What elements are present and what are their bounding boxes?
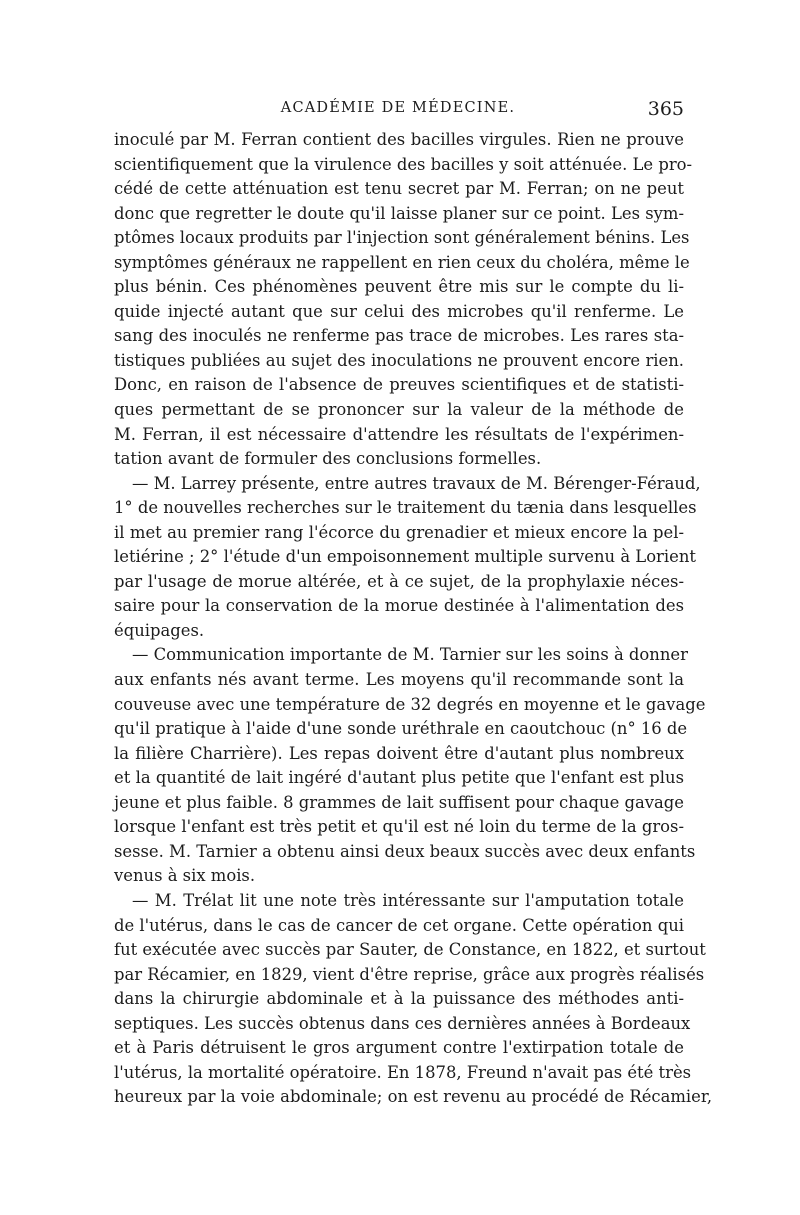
text-line: tation avant de formuler des conclusions formelles.	[114, 449, 542, 469]
text-line: il met au premier rang l'écorce du grenadier et mieux encore la pel-	[114, 522, 684, 542]
running-title: ACADÉMIE DE MÉDECINE.	[280, 100, 516, 116]
text-line: ptômes locaux produits par l'injection sont généralement bénins. Les	[114, 228, 690, 248]
text-line: M. Ferran, il est nécessaire d'attendre les résultats de l'expérimen-	[114, 424, 684, 444]
text-line: donc que regretter le doute qu'il laisse planer sur ce point. Les sym-	[114, 203, 684, 223]
text-line: cédé de cette atténuation est tenu secret par M. Ferran; on ne peut	[114, 179, 684, 199]
text-line: sang des inoculés ne renferme pas trace de microbes. Les rares sta-	[114, 326, 684, 346]
text-line: et la quantité de lait ingéré d'autant plus petite que l'enfant est plus	[114, 768, 684, 788]
text-line: symptômes généraux ne rappellent en rien ceux du choléra, même le	[114, 252, 690, 272]
text-line: la filière Charrière). Les repas doivent être d'autant plus nombreux	[114, 743, 684, 763]
text-line: lorsque l'enfant est très petit et qu'il est né loin du terme de la gros-	[114, 817, 684, 837]
text-line: inoculé par M. Ferran contient des bacilles virgules. Rien ne prouve	[114, 130, 684, 149]
text-line: de l'utérus, dans le cas de cancer de cet organe. Cette opération qui	[114, 915, 684, 935]
paragraph-start-line: — M. Larrey présente, entre autres travaux de M. Bérenger-Féraud,	[132, 473, 701, 493]
paragraph-start-line: — M. Trélat lit une note très intéressante sur l'amputation totale	[132, 890, 684, 910]
paragraph-start-line: — Communication importante de M. Tarnier sur les soins à donner	[132, 645, 688, 665]
text-line: tistiques publiées au sujet des inoculations ne prouvent encore rien.	[114, 350, 684, 370]
text-line: et à Paris détruisent le gros argument contre l'extirpation totale de	[114, 1038, 684, 1058]
body-text	[114, 128, 713, 1110]
text-line: quide injecté autant que sur celui des microbes qu'il renferme. Le	[114, 301, 684, 321]
page-number: 365	[647, 98, 684, 120]
text-line: scientifiquement que la virulence des bacilles y soit atténuée. Le pro-	[114, 154, 693, 174]
text-line: l'utérus, la mortalité opératoire. En 1878, Freund n'avait pas été très	[114, 1062, 692, 1082]
text-line: venus à six mois.	[114, 866, 256, 886]
text-line: par l'usage de morue altérée, et à ce sujet, de la prophylaxie néces-	[114, 571, 684, 591]
text-line: sesse. M. Tarnier a obtenu ainsi deux beaux succès avec deux enfants	[114, 841, 696, 861]
text-line: dans la chirurgie abdominale et à la puissance des méthodes anti-	[114, 989, 684, 1009]
text-line: Donc, en raison de l'absence de preuves scientifiques et de statisti-	[114, 375, 684, 395]
text-line: couveuse avec une température de 32 degrés en moyenne et le gavage	[114, 694, 706, 714]
text-line: qu'il pratique à l'aide d'une sonde uréthrale en caoutchouc (n° 16 de	[114, 719, 688, 739]
text-line: septiques. Les succès obtenus dans ces dernières années à Bordeaux	[114, 1013, 691, 1033]
text-line: fut exécutée avec succès par Sauter, de Constance, en 1822, et surtout	[114, 940, 706, 960]
text-line: jeune et plus faible. 8 grammes de lait suffisent pour chaque gavage	[114, 792, 684, 812]
running-header	[112, 98, 684, 122]
text-line: letiérine ; 2° l'étude d'un empoisonnement multiple survenu à Lorient	[114, 547, 696, 567]
text-line: aux enfants nés avant terme. Les moyens qu'il recommande sont la	[114, 670, 684, 690]
text-line: équipages.	[114, 620, 205, 640]
text-line: saire pour la conservation de la morue destinée à l'alimentation des	[114, 596, 684, 616]
text-line: ques permettant de se prononcer sur la valeur de la méthode de	[114, 400, 684, 420]
text-line: par Récamier, en 1829, vient d'être reprise, grâce aux progrès réalisés	[114, 964, 705, 984]
text-line: heureux par la voie abdominale; on est revenu au procédé de Récamier,	[114, 1087, 713, 1107]
text-line: 1° de nouvelles recherches sur le traitement du tænia dans lesquelles	[114, 498, 697, 518]
text-line: plus bénin. Ces phénomènes peuvent être mis sur le compte du li-	[114, 277, 684, 297]
